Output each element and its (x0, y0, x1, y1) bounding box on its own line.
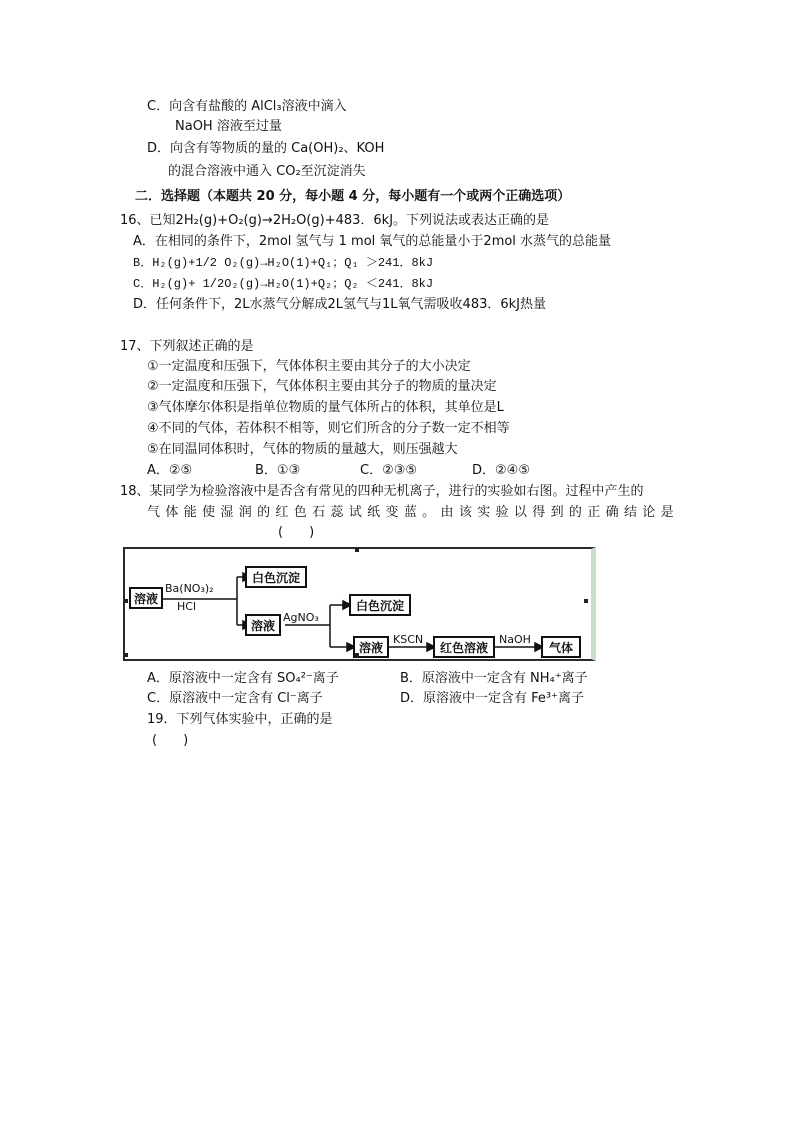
q17-option-c: C．②③⑤ (360, 463, 418, 478)
reagent-naoh: NaOH (499, 633, 531, 646)
q18-stem-char: 试 (348, 505, 362, 520)
q18-stem-char: 使 (202, 505, 216, 520)
q16-option-a: A．在相同的条件下，2mol 氢气与 1 mol 氧气的总能量小于2mol 水蒸气的总能量 (133, 234, 612, 249)
q18-option-a: A．原溶液中一定含有 SO₄²⁻离子 (147, 671, 339, 686)
q18-stem-char: 润 (238, 505, 252, 520)
q15-option-c-line2: NaOH 溶液至过量 (175, 119, 282, 134)
q18-stem-char: 体 (165, 505, 179, 520)
q18-stem-char: 实 (477, 505, 491, 520)
q18-stem-char: 该 (458, 505, 472, 520)
q17-stem: 17、下列叙述正确的是 (120, 339, 254, 354)
q18-experiment-diagram (123, 547, 596, 661)
q18-stem-char: 正 (587, 505, 601, 520)
q19-answer-blank: ( ) (152, 733, 189, 748)
reagent-hcl: HCl (177, 600, 197, 613)
q18-stem-char: 气 (147, 505, 161, 520)
q18-stem-char: 变 (385, 505, 399, 520)
box-gas: 气体 (541, 636, 581, 658)
q18-option-b: B．原溶液中一定含有 NH₄⁺离子 (400, 671, 588, 686)
reagent-kscn: KSCN (393, 633, 424, 646)
q16-option-d: D．任何条件下，2L水蒸气分解成2L氢气与1L氧气需吸收483．6kJ热量 (133, 297, 546, 312)
q17-option-b: B．①③ (255, 463, 301, 478)
q17-statement-4: ④不同的气体，若体积不相等，则它们所含的分子数一定不相等 (147, 421, 510, 436)
box-white-precipitate-1: 白色沉淀 (245, 566, 307, 588)
q18-stem-char: 蕊 (330, 505, 344, 520)
q18-stem-char: 湿 (220, 505, 234, 520)
q16-option-c: C．H₂(g)+ 1/2O₂(g)→H₂O(1)+Q₂；Q₂ ＜241．8kJ (133, 277, 434, 291)
q18-stem-char: 论 (642, 505, 656, 520)
box-solution-3: 溶液 (353, 636, 389, 658)
q18-stem-char: 的 (568, 505, 582, 520)
q18-stem-char: 的 (257, 505, 271, 520)
q16-option-b: B．H₂(g)+1/2 O₂(g)→H₂O(1)+Q₁；Q₁ ＞241．8kJ (133, 256, 434, 270)
q16-stem: 16、已知2H₂(g)+O₂(g)→2H₂O(g)+483．6kJ。下列说法或表达正确的是 (120, 213, 550, 228)
q19-stem: 19．下列气体实验中，正确的是 (147, 712, 333, 727)
section-heading: 二．选择题（本题共 20 分，每小题 4 分，每小题有一个或两个正确选项） (135, 189, 571, 204)
q18-stem-char: 石 (312, 505, 326, 520)
q18-stem-char: 确 (605, 505, 619, 520)
q17-statement-5: ⑤在同温同体积时，气体的物质的量越大，则压强越大 (147, 442, 458, 457)
q18-stem-char: 得 (532, 505, 546, 520)
reagent-agno3: AgNO₃ (283, 611, 319, 624)
q18-stem-char: 是 (660, 505, 674, 520)
q18-answer-blank: ( ) (278, 525, 315, 540)
q18-option-d: D．原溶液中一定含有 Fe³⁺离子 (400, 691, 584, 706)
q18-stem-char: 到 (550, 505, 564, 520)
q18-stem-line2 (147, 504, 674, 522)
box-solution-2: 溶液 (245, 614, 281, 636)
q18-option-c: C．原溶液中一定含有 Cl⁻离子 (147, 691, 323, 706)
q17-statement-1: ①一定温度和压强下，气体体积主要由其分子的大小决定 (147, 359, 471, 374)
q18-stem-char: 以 (513, 505, 527, 520)
q17-option-a: A．②⑤ (147, 463, 193, 478)
resize-handle (124, 599, 128, 603)
q18-stem-char: 纸 (367, 505, 381, 520)
box-solution: 溶液 (129, 587, 163, 609)
resize-handle (124, 653, 128, 657)
q17-statement-3: ③气体摩尔体积是指单位物质的量气体所占的体积，其单位是L (147, 400, 504, 415)
q18-stem-char: 蓝 (403, 505, 417, 520)
resize-handle (355, 548, 359, 552)
q15-option-c-line1: C．向含有盐酸的 AlCl₃溶液中滴入 (147, 99, 347, 114)
box-red-solution: 红色溶液 (433, 636, 495, 658)
resize-handle (584, 599, 588, 603)
q18-stem-char: 验 (495, 505, 509, 520)
q18-stem-char: 由 (440, 505, 454, 520)
q15-option-d-line2: 的混合溶液中通入 CO₂至沉淀消失 (168, 164, 366, 179)
q17-option-d: D．②④⑤ (472, 463, 530, 478)
q18-stem-char: 。 (422, 505, 436, 520)
q18-stem-char: 结 (623, 505, 637, 520)
q15-option-d-line1: D．向含有等物质的量的 Ca(OH)₂、KOH (147, 141, 385, 156)
q18-stem-char: 能 (183, 505, 197, 520)
q18-stem-char: 红 (275, 505, 289, 520)
resize-handle (355, 653, 359, 657)
box-white-precipitate-2: 白色沉淀 (349, 594, 411, 616)
q17-statement-2: ②一定温度和压强下，气体体积主要由其分子的物质的量决定 (147, 379, 497, 394)
reagent-ba-no3-2: Ba(NO₃)₂ (165, 582, 214, 595)
q18-stem-line1: 18、某同学为检验溶液中是否含有常见的四种无机离子，进行的实验如右图。过程中产生的 (120, 484, 644, 499)
q18-stem-char: 色 (293, 505, 307, 520)
